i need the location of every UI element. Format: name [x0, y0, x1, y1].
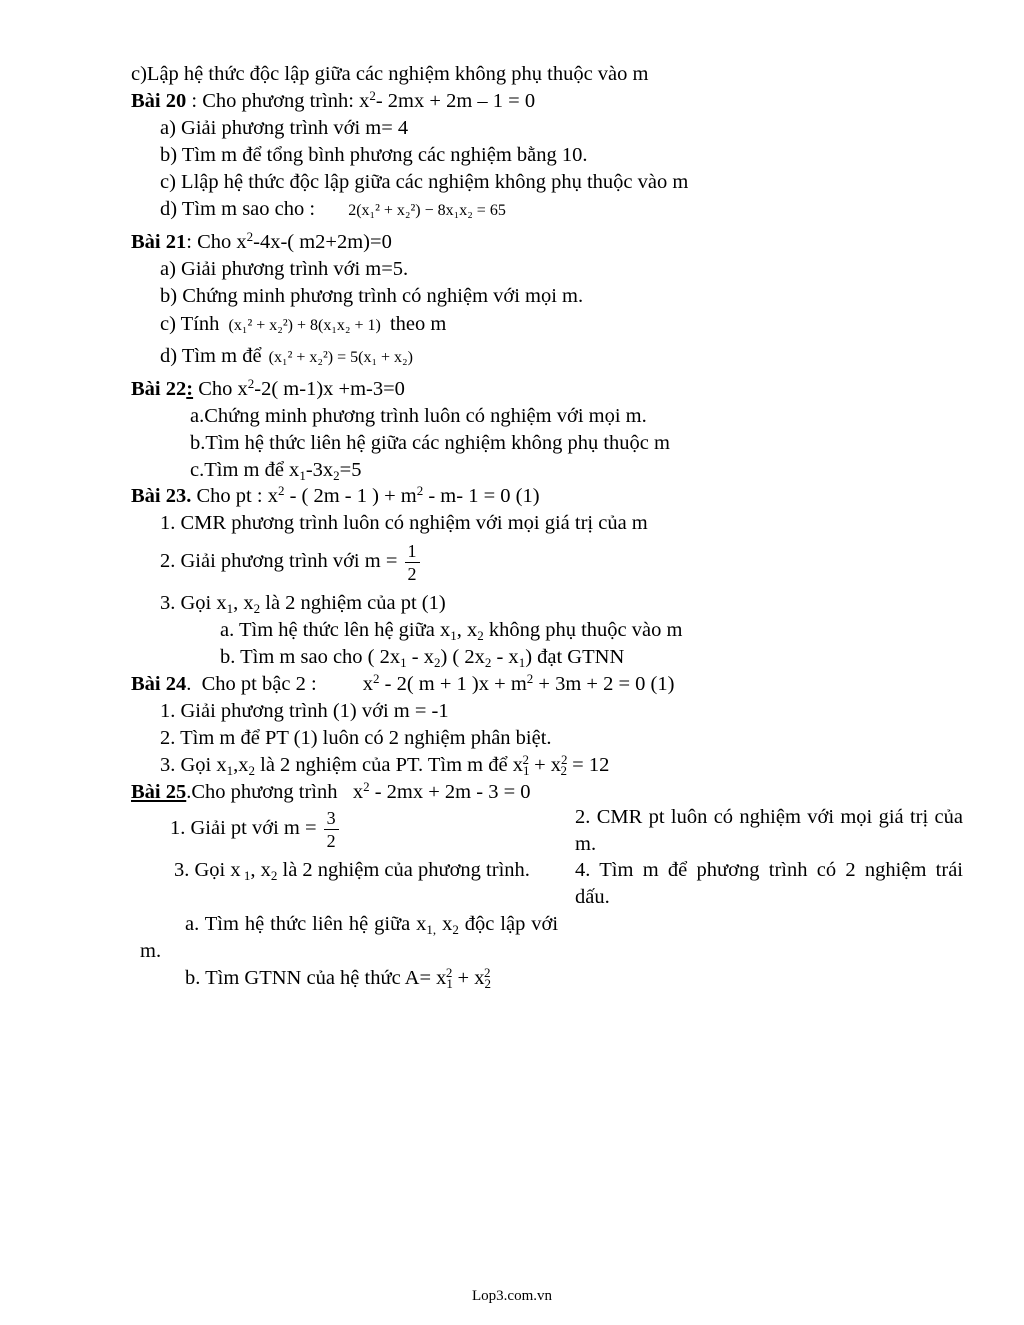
bai23-sub-a-2: , x [456, 619, 478, 641]
bai24-item-1: 1. Giải phương trình (1) với m = -1 [160, 700, 449, 722]
bai23-sub-a-1: a. Tìm hệ thức lên hệ giữa x [220, 619, 451, 641]
bai21-c-formula: (x₁² + x₂²) + 8(x₁x₂ + 1) [228, 317, 381, 334]
bai25-left-3: a. Tìm hệ thức liên hệ giữa $x_{1,}$ $x_2$ độc lập với m. [140, 913, 559, 962]
bai22-item-a: a.Chứng minh phương trình luôn có nghiệm với mọi m. [190, 405, 647, 427]
bai24-heading: Bài 24. Cho pt bậc 2 : $x^2 - 2$( m + 1 )$x + m^2 + 3m + 2 = 0$ (1) [131, 671, 675, 695]
bai22-colon: : [186, 378, 194, 400]
bai21-item-b: b) Chứng minh phương trình có nghiệm với mọi m. [160, 285, 584, 307]
bai25-left-3-a: a. Tìm hệ thức liên hệ giữa x [185, 913, 427, 935]
bai23-item-2-text: 2. Giải phương trình với m = [160, 550, 398, 572]
bai22-item-c: c.Tìm m để $x_1-3x_2=5$ [190, 459, 362, 483]
footer-site: Lop3.com.vn [472, 1288, 552, 1304]
bai23-item-3-a: 3. Gọi x [160, 592, 227, 614]
bai23-fraction [405, 540, 420, 585]
bai25-left-2: 3. Gọi x $_1$, $x_2$ là 2 nghiệm của phương trình. [174, 859, 530, 883]
bai20-lead: : Cho phương trình: x [186, 90, 370, 112]
bai21-item-c-label: c) Tính [160, 313, 220, 335]
bai25-left-4-a: b. Tìm GTNN của hệ thức A= x [185, 967, 447, 989]
bai21-d-formula: (x₁² + x₂²) = 5(x₁ + x₂) [268, 349, 413, 366]
bai25-title: Bài 25 [131, 781, 187, 803]
bai21-item-c [160, 311, 446, 339]
bai24-item-3-a: 3. Gọi x [160, 754, 227, 776]
bai22-heading: Bài 22: Cho $x^2-2$( m-1)x +m-3=0 [131, 376, 405, 400]
bai20-item-d [160, 196, 506, 224]
bai25-fraction [324, 807, 339, 852]
bai21-lead: : Cho x [186, 231, 247, 253]
bai22-item-c-text: c.Tìm m để x [190, 459, 300, 481]
bai20-equation: - 2mx + 2m – 1 = 0 [375, 90, 536, 112]
bai23-sub-b-1: b. Tìm m sao cho ( 2x [220, 646, 401, 668]
bai20-heading: Bài 20 : Cho phương trình: $x^2-$ 2mx + 2m – 1 = 0 [131, 88, 536, 112]
bai23-heading: Bài 23. Cho pt : $x^2$ - ( 2m - 1 ) + $m^2 - m-$ 1 = 0 (1) [131, 483, 540, 507]
bai25-lead: .Cho phương trình x [186, 781, 364, 803]
bai25-left-2-b: , x [250, 859, 271, 881]
bai21-item-d-label: d) Tìm m để [160, 345, 262, 367]
bai25-left-1 [170, 804, 339, 852]
bai25-frac-num: 3 [324, 807, 339, 830]
bai23-sub-b-2: - x [406, 646, 434, 668]
bai23-sub-b-5: ) đạt GTNN [525, 646, 625, 668]
bai25-heading: Bài 25.Cho phương trình $x^2 - 2mx + 2m - 3 = 0$ [131, 779, 531, 803]
bai23-frac-num: 1 [405, 540, 420, 563]
bai23-sub-a: a. Tìm hệ thức lên hệ giữa $x_1$, $x_2$ không phụ thuộc vào m [220, 619, 683, 643]
bai24-item-3-d: + x [528, 754, 562, 776]
bai21-equation: -4x-( m2+2m)=0 [253, 231, 392, 253]
bai23-item-3-c: là 2 nghiệm của pt (1) [260, 592, 446, 614]
bai25-left-4: b. Tìm GTNN của hệ thức $A= x_1^2 + x_2^2$ [185, 965, 491, 991]
bai20-d-formula: 2(x₁² + x₂²) − 8x₁x₂ = 65 [348, 202, 506, 219]
bai20-item-c: c) Llập hệ thức độc lập giữa các nghiệm không phụ thuộc vào m [160, 171, 689, 193]
bai25-frac-den: 2 [326, 830, 336, 851]
bai23-title: Bài 23. [131, 485, 192, 507]
bai24-item-3-b: ,x [233, 754, 249, 776]
bai23-lead: Cho pt : x [191, 485, 278, 507]
bai25-left-4-b: + x [452, 967, 485, 989]
bai22-item-c-end: =5 [339, 459, 362, 481]
bai22-lead: Cho x [193, 378, 248, 400]
bai20-item-b: b) Tìm m để tổng bình phương các nghiệm bằng 10. [160, 144, 588, 166]
bai23-sub-b: b. Tìm m sao cho ( $2x_1 - x_2$) ( $2x_2 - x_1$) đạt GTNN [220, 646, 625, 670]
bai22-item-c-rest: -3x [305, 459, 334, 481]
bai23-eq-mid: - ( 2m - 1 ) + m [284, 485, 417, 507]
intro-line: c)Lập hệ thức độc lập giữa các nghiệm không phụ thuộc vào m [131, 63, 649, 85]
bai21-c-tail: theo m [389, 313, 447, 335]
bai24-eq-mid: - 2( m + 1 )x + m [379, 673, 527, 695]
bai25-left-1-text: 1. Giải pt với m = [170, 817, 317, 839]
bai23-item-1: 1. CMR phương trình luôn có nghiệm với mọi giá trị của m [160, 512, 648, 534]
bai25-left-3-b: x [436, 913, 453, 935]
bai22-equation: -2( m-1)x +m-3=0 [254, 378, 405, 400]
bai23-item-3: 3. Gọi $x_1$, $x_2$ là 2 nghiệm của pt (1) [160, 592, 446, 616]
bai24-eq-end: + 3m + 2 = 0 (1) [533, 673, 675, 695]
bai24-item-3-c: là 2 nghiệm của PT. Tìm m để x [255, 754, 523, 776]
bai21-item-a: a) Giải phương trình với m=5. [160, 258, 409, 280]
bai25-left-2-a: 3. Gọi x [174, 859, 241, 881]
bai21-title: Bài 21 [131, 231, 187, 253]
bai24-title: Bài 24 [131, 673, 187, 695]
bai25-equation: - 2mx + 2m - 3 = 0 [369, 781, 531, 803]
bai23-item-3-b: , x [233, 592, 254, 614]
bai25-left-3-c: độc lập với m. [140, 913, 559, 962]
bai25-left-2-c: là 2 nghiệm của phương trình. [277, 859, 530, 881]
bai24-item-2: 2. Tìm m để PT (1) luôn có 2 nghiệm phân biệt. [160, 727, 552, 749]
bai23-eq-end: - m- 1 = 0 (1) [423, 485, 540, 507]
bai23-frac-den: 2 [407, 563, 417, 584]
bai24-item-3: 3. Gọi $x_1,x_2$ là 2 nghiệm của PT. Tìm m để $x_1^2 + x^2_2 = 12$ [160, 752, 610, 778]
bai20-item-d-label: d) Tìm m sao cho : [160, 198, 316, 220]
bai22-item-b: b.Tìm hệ thức liên hệ giữa các nghiệm không phụ thuộc m [190, 432, 670, 454]
bai24-lead: . Cho pt bậc 2 : x [186, 673, 374, 695]
bai23-sub-b-3: ) ( 2x [440, 646, 485, 668]
bai25-right-1: 2. CMR pt luôn có nghiệm với mọi giá trị của m. [575, 806, 963, 855]
bai23-sub-a-3: không phụ thuộc vào m [483, 619, 683, 641]
bai21-item-d [160, 343, 413, 371]
bai23-sub-b-4: - x [491, 646, 519, 668]
bai25-right-2: 4. Tìm m để phương trình có 2 nghiệm trái dấu. [575, 859, 963, 908]
bai20-item-a: a) Giải phương trình với m= 4 [160, 117, 409, 139]
bai20-title: Bài 20 [131, 90, 187, 112]
bai23-item-2 [160, 537, 420, 585]
bai21-heading: Bài 21: Cho $x^2-4x-$( m2+2m)=0 [131, 229, 392, 253]
bai22-title: Bài 22 [131, 378, 187, 400]
bai24-item-3-e: = 12 [567, 754, 610, 776]
